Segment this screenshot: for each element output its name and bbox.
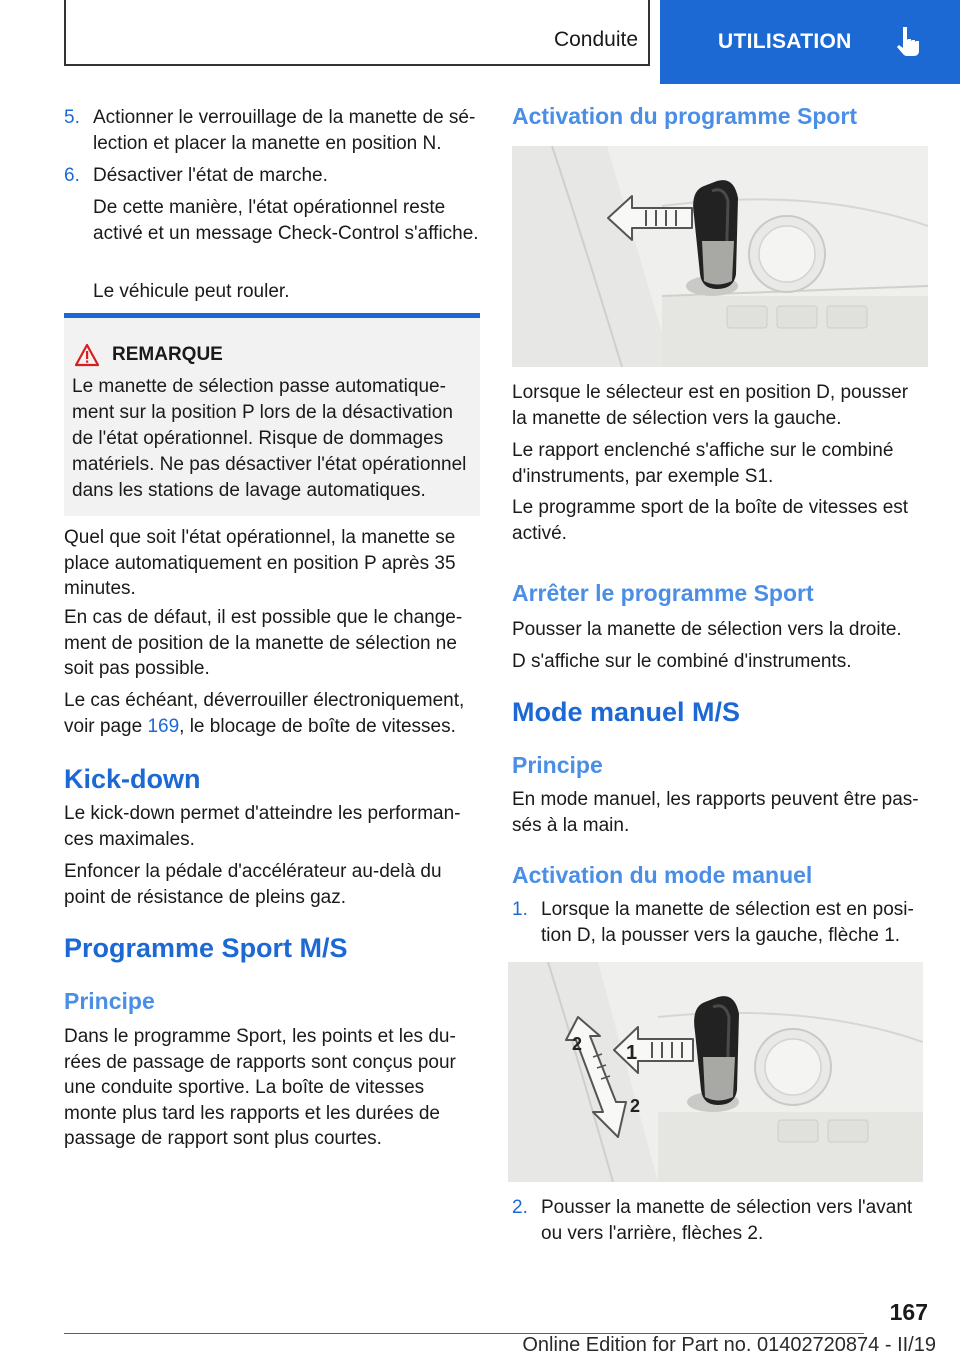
header-rule-left [64,0,66,66]
paragraph-stop-1: Pousser la manette de sélection vers la droite. [512,619,902,640]
paragraph-kickdown-2: Enfoncer la pédale d'accélérateur au-delà du point de résistance de pleins gaz. [64,861,442,908]
heading-sport-program: Programme Sport M/S [64,933,348,963]
notice-text: Le manette de sélection passe automatiquement sur la position P lors de la désactivation de l'état opérationnel. Risque de dommages matériels. Ne pas désactiver l'état opérationnel dans les stations de lavage automatiques. [72,376,467,501]
selector-lever-illustration [512,146,928,367]
paragraph-activation-1: Lorsque le sélecteur est en position D, pousser la manette de sélection vers la gauche. [512,382,909,429]
step-detail-text: De cette manière, l'état opérationnel reste activé et un message Check-Control s'affiche. [93,197,479,244]
paragraph-stop-2: D s'affiche sur le combiné d'instruments. [512,651,852,672]
arrow-label-2-bottom: 2 [630,1096,641,1116]
paragraph-default: En cas de défaut, il est possible que le changement de position de la manette de sélection ne soit pas possible. [64,607,463,679]
step-text: Actionner le verrouillage de la manette de sélection et placer la manette en position N. [93,107,476,154]
heading-activation-sport: Activation du programme Sport [512,103,858,129]
page-number: 167 [889,1299,928,1325]
notice-title: REMARQUE [112,344,223,365]
step-number: 1. [512,899,528,920]
step-number: 6. [64,165,80,186]
paragraph-manual: En mode manuel, les rapports peuvent être passés à la main. [512,789,919,836]
notice-box [64,313,480,516]
paragraph-sport: Dans le programme Sport, les points et les durées de passage de rapports sont conçus pour une conduite sportive. La boîte de vitesses monte plus tard les rapports et les durées de passage de rapport sont plus courtes. [64,1026,456,1149]
header-rule-bottom [64,64,650,66]
edition-note: Online Edition for Part no. 01402720874 - II/19 [522,1334,936,1356]
paragraph-unlock [64,688,480,739]
selector-lever-manual-illustration [508,962,923,1182]
figure-selector-manual [508,962,923,1182]
figure-selector-sport [512,146,928,367]
heading-activation-manual: Activation du mode manuel [512,862,813,888]
step-text: Désactiver l'état de marche. [93,165,328,186]
paragraph-activation-3: Le programme sport de la boîte de vitesses est activé. [512,497,909,544]
heading-manual-mode: Mode manuel M/S [512,697,741,727]
heading-principe-sport: Principe [64,988,155,1014]
header-section-title: Conduite [553,28,638,51]
warning-triangle-icon [74,343,100,367]
header-chapter-label: UTILISATION [718,30,852,53]
heading-stop-sport: Arrêter le programme Sport [512,580,814,606]
heading-principe-manual: Principe [512,752,603,778]
step-number: 5. [64,107,80,128]
step-detail-text: Le véhicule peut rouler. [93,281,290,302]
paragraph-auto-park: Quel que soit l'état opérationnel, la manette se place automatiquement en position P après 35 minutes. [64,527,456,599]
paragraph-activation-2: Le rapport enclenché s'affiche sur le combiné d'instruments, par exemple S1. [512,440,894,487]
step-text: Pousser la manette de sélection vers l'avant ou vers l'arrière, flèches 2. [541,1197,913,1244]
paragraph-kickdown-1: Le kick-down permet d'atteindre les performances maximales. [64,803,461,850]
arrow-label-1: 1 [626,1042,638,1064]
arrow-label-2-top: 2 [572,1034,583,1054]
heading-kickdown: Kick-down [64,764,201,794]
step-text: Lorsque la manette de sélection est en position D, la pousser vers la gauche, flèche 1. [541,899,914,946]
header-rule-right [648,0,650,66]
unlock-text-after: , le blocage de boîte de vitesses. [179,715,456,737]
step-number: 2. [512,1197,528,1218]
hand-pointer-icon [892,24,926,58]
page-reference-link[interactable]: 169 [147,715,180,737]
unlock-text-before: Le cas échéant, déverrouiller électroniquement, voir page [64,690,465,737]
